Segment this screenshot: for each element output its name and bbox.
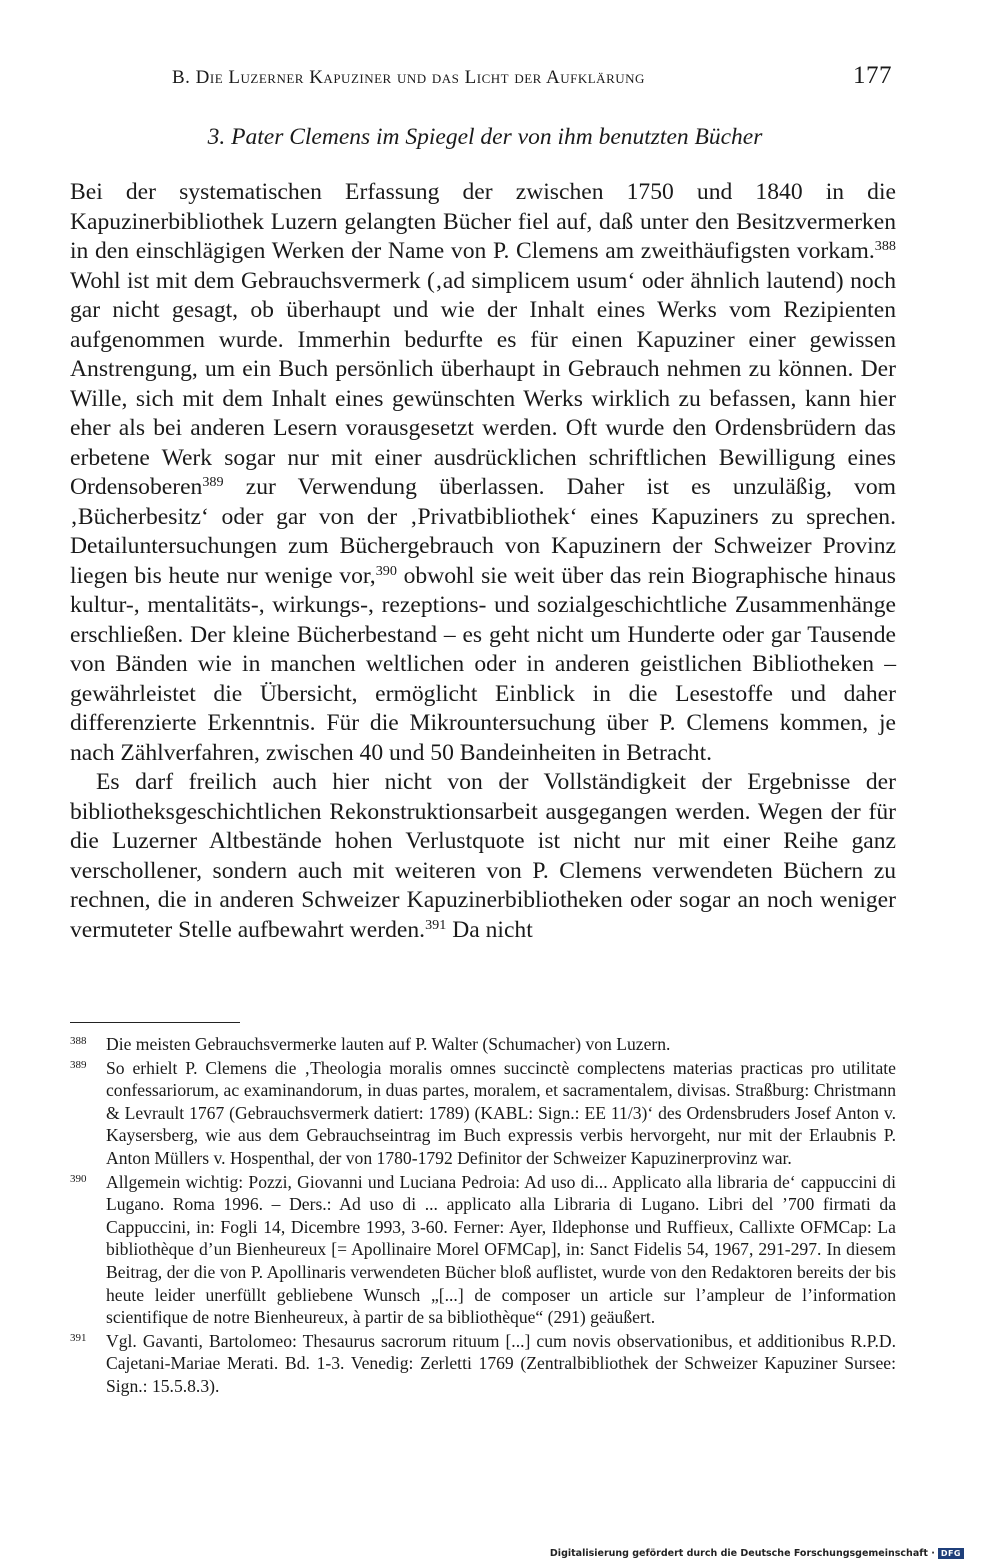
footnotes [70,1033,896,1399]
footnote-text: So erhielt P. Clemens die ‚Theologia moralis omnes succinctè complectens materias practicas pro utilitate confessariorum, ac examinandorum, in duas partes, moralem, et sacramentalem, divisas. Straßburg: Christmann & Levrault 1767 (Gebrauchsvermerk datiert: 1789) (KABL: Sign.: EE 11/3)‘ des Ordensbruders Josef Anton v. Kaysersberg, wie aus dem Gebrauchseintrag im Buch expressis verbis hervorgeht, nur mit der Erlaubnis P. Anton Müllers v. Hospenthal, der von 1780-1792 Definitor der Schweizer Kapuzinerprovinz war. [106,1057,896,1168]
footnote-ref: 391 [425,916,447,933]
footnote [70,1171,896,1329]
dfg-logo: DFG [938,1548,964,1559]
digitization-credit [550,1548,964,1559]
footnote-text: Vgl. Gavanti, Bartolomeo: Thesaurus sacrorum rituum [...] cum novis observationibus, et additionibus R.P.D. Cajetani-Mariae Merati. Bd. 1-3. Venedig: Zerletti 1769 (Zentralbibliothek der Schweizer Kapuziner Sursee: Sign.: 15.5.8.3). [106,1330,896,1396]
page-number: 177 [853,62,892,89]
running-title: B. Die Luzerner Kapuziner und das Licht der Aufklärung [172,67,645,88]
footnote [70,1330,896,1398]
footnote-number: 388 [70,1035,87,1047]
footnote-number: 389 [70,1058,87,1071]
footnote-number: 390 [70,1172,87,1185]
paragraph-text: Da nicht [446,916,533,943]
footnote-ref: 388 [874,238,896,255]
footnote [70,1057,896,1170]
footnote-ref: 389 [202,474,224,491]
paragraph-text: zur Verwendung überlassen. Daher ist es unzuläßig, vom ‚Bücherbesitz‘ oder gar von der ‚Privatbibliothek‘ eines Kapuziners zu sprechen. Detailuntersuchungen zum Büchergebrauch von Kapuzinern der Schweizer Provinz liegen bis heute nur wenige vor, [70,474,896,589]
footnote-text: Allgemein wichtig: Pozzi, Giovanni und Luciana Pedroia: Ad uso di... Applicato alla libraria de‘ cappuccini di Lugano. Roma 1996. – Ders.: Ad uso di ... applicato alla Libraria di Lugano. Libri del ’700 firmati da Cappuccini, in: Fogli 14, Dicembre 1993, 3-60. Ferner: Ayer, Ildephonse und Ruffieux, Callixte OFMCap: La bibliothèque d’un Bienheureux [= Apollinaire Morel OFMCap], in: Sanct Fidelis 54, 1967, 291-297. In diesem Beitrag, der die von P. Apollinaris verwendeten Bücher bloß auflistet, wurde von den Redaktoren bereits der bis heute leider unerfüllt gebliebene Wunsch „[...] de composer un article sur l’ampleur de l’information scientifique de notre Bienheureux, à partir de sa bibliothèque“ (291) geäußert. [106,1171,896,1328]
footnote-ref: 390 [375,562,397,579]
paragraph-text: Bei der systematischen Erfassung der zwischen 1750 und 1840 in die Kapuzinerbibliothek Luzern gelangten Bücher fiel auf, daß unter den Besitzvermerken in den einschlägigen Werken der Name von P. Clemens am zweithäufigsten vorkam. [70,179,896,264]
running-head [172,62,892,90]
section-heading: 3. Pater Clemens im Spiegel der von ihm benutzten Bücher [207,124,763,150]
paragraph-text: Wohl ist mit dem Gebrauchsvermerk (‚ad simplicem usum‘ oder ähnlich lautend) noch gar nicht gesagt, ob überhaupt und wie der Inhalt eines Werks vom Rezipienten aufgenommen wurde. Immerhin bedurfte es für einen Kapuziner einer gewissen Anstrengung, um ein Buch persönlich überhaupt in Gebrauch nehmen zu können. Der Wille, sich mit dem Inhalt eines gewünschten Werks wirklich zu befassen, kann hier eher als bei anderen Lesern vorausgesetzt werden. Oft wurde den Ordensbrüdern das erbetene Werk sogar nur mit einer ausdrücklichen schriftlichen Bewilligung eines Ordensoberen [70,267,896,500]
credit-text: Digitalisierung gefördert durch die Deutsche Forschungsgemeinschaft · [549,1548,935,1559]
footnote [70,1033,896,1056]
paragraph-text: obwohl sie weit über das rein Biographische hinaus kultur-, mentalitäts-, wirkungs-, rezeptions- und sozialgeschichtliche Zusammenhänge erschließen. Der kleine Bücherbestand – es geht nicht um Hunderte oder gar Tausende von Bänden wie in manchen weltlichen oder in anderen geistlichen Bibliotheken – gewährleistet die Übersicht, ermöglicht Einblick in die Lesestoffe und daher differenzierte Erkenntnis. Für die Mikrountersuchung über P. Clemens kommen, je nach Zählverfahren, zwischen 40 und 50 Bandeinheiten in Betracht. [70,562,896,766]
paragraph [70,768,896,945]
footnote-text: Die meisten Gebrauchsvermerke lauten auf P. Walter (Schumacher) von Luzern. [106,1034,671,1054]
footnote-number: 391 [70,1331,87,1344]
body-text [70,178,896,945]
paragraph-text: Es darf freilich auch hier nicht von der Vollständigkeit der Ergebnisse der bibliotheksgeschichtlichen Rekonstruktionsarbeit ausgegangen werden. Wegen der für die Luzerner Altbestände hohen Verlustquote ist nicht nur mit einer Reihe ganz verschollener, sondern auch mit weiteren von P. Clemens verwendeten Büchern zu rechnen, die in anderen Schweizer Kapuzinerbibliotheken oder sogar an noch weniger vermuteter Stelle aufbewahrt werden. [70,769,896,943]
paragraph [70,178,896,768]
footnote-divider [70,1022,240,1023]
